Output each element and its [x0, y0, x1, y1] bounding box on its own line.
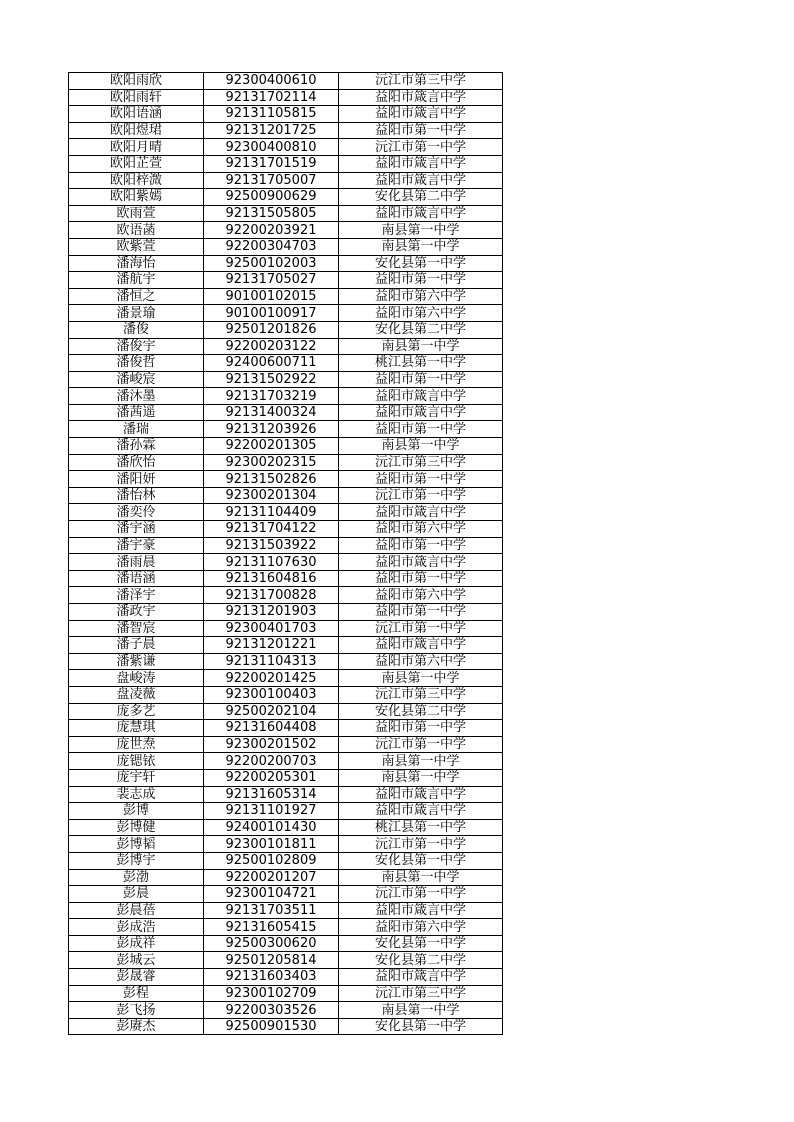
school-name-cell: 益阳市第一中学	[339, 122, 503, 139]
school-name-cell: 南县第一中学	[339, 238, 503, 255]
school-name-cell: 益阳市第一中学	[339, 272, 503, 289]
table-row	[69, 886, 503, 903]
school-name-cell: 沅江市第三中学	[339, 985, 503, 1002]
student-name-cell: 潘宇豪	[69, 537, 204, 554]
school-name-cell: 沅江市第一中学	[339, 886, 503, 903]
student-name-cell: 欧阳煜珺	[69, 122, 204, 139]
student-name-cell: 潘子晨	[69, 637, 204, 654]
student-roster-table	[68, 72, 503, 1035]
student-name-cell: 潘紫谦	[69, 653, 204, 670]
student-id-cell: 92131703511	[204, 902, 339, 919]
student-id-cell: 92131505805	[204, 205, 339, 222]
table-row	[69, 670, 503, 687]
student-name-cell: 潘沐墨	[69, 388, 204, 405]
student-name-cell: 潘欣怡	[69, 454, 204, 471]
student-name-cell: 彭博韬	[69, 836, 204, 853]
student-name-cell: 盘凌薇	[69, 686, 204, 703]
table-row	[69, 686, 503, 703]
table-row	[69, 819, 503, 836]
student-name-cell: 欧阳语涵	[69, 106, 204, 123]
student-id-cell: 92131502922	[204, 371, 339, 388]
table-row	[69, 438, 503, 455]
student-id-cell: 92400600711	[204, 355, 339, 372]
table-row	[69, 852, 503, 869]
school-name-cell: 南县第一中学	[339, 338, 503, 355]
student-id-cell: 92300102709	[204, 985, 339, 1002]
student-name-cell: 潘孙霖	[69, 438, 204, 455]
student-name-cell: 潘雨晨	[69, 554, 204, 571]
table-row	[69, 504, 503, 521]
table-row	[69, 205, 503, 222]
table-row	[69, 106, 503, 123]
student-id-cell: 92200201425	[204, 670, 339, 687]
school-name-cell: 安化县第一中学	[339, 935, 503, 952]
table-row	[69, 404, 503, 421]
school-name-cell: 沅江市第一中学	[339, 620, 503, 637]
student-name-cell: 潘怡林	[69, 487, 204, 504]
table-row	[69, 454, 503, 471]
student-id-cell: 92500300620	[204, 935, 339, 952]
school-name-cell: 南县第一中学	[339, 753, 503, 770]
student-name-cell: 潘茜遥	[69, 404, 204, 421]
student-name-cell: 潘俊哲	[69, 355, 204, 372]
student-id-cell: 92200203921	[204, 222, 339, 239]
table-row	[69, 637, 503, 654]
student-name-cell: 潘景瑜	[69, 305, 204, 322]
table-row	[69, 969, 503, 986]
student-id-cell: 90100100917	[204, 305, 339, 322]
school-name-cell: 南县第一中学	[339, 1002, 503, 1019]
school-name-cell: 益阳市箴言中学	[339, 803, 503, 820]
school-name-cell: 沅江市第三中学	[339, 686, 503, 703]
school-name-cell: 沅江市第一中学	[339, 736, 503, 753]
school-name-cell: 安化县第二中学	[339, 321, 503, 338]
school-name-cell: 益阳市第一中学	[339, 371, 503, 388]
school-name-cell: 益阳市第一中学	[339, 537, 503, 554]
student-name-cell: 彭博宇	[69, 852, 204, 869]
table-row	[69, 272, 503, 289]
student-id-cell: 92131603403	[204, 969, 339, 986]
school-name-cell: 益阳市箴言中学	[339, 786, 503, 803]
student-name-cell: 欧语菡	[69, 222, 204, 239]
student-id-cell: 92501201826	[204, 321, 339, 338]
school-name-cell: 益阳市第六中学	[339, 521, 503, 538]
table-row	[69, 952, 503, 969]
table-row	[69, 620, 503, 637]
table-row	[69, 902, 503, 919]
school-name-cell: 沅江市第三中学	[339, 73, 503, 90]
student-id-cell: 92131604408	[204, 720, 339, 737]
student-name-cell: 彭晨	[69, 886, 204, 903]
student-name-cell: 彭博	[69, 803, 204, 820]
school-name-cell: 安化县第二中学	[339, 189, 503, 206]
student-name-cell: 庞多艺	[69, 703, 204, 720]
table-row	[69, 338, 503, 355]
table-row	[69, 238, 503, 255]
table-row	[69, 122, 503, 139]
student-id-cell: 92300400810	[204, 139, 339, 156]
student-name-cell: 欧雨萱	[69, 205, 204, 222]
student-id-cell: 92200205301	[204, 769, 339, 786]
student-id-cell: 92131605415	[204, 919, 339, 936]
student-id-cell: 92131605314	[204, 786, 339, 803]
school-name-cell: 益阳市箴言中学	[339, 902, 503, 919]
student-id-cell: 92500102809	[204, 852, 339, 869]
school-name-cell: 安化县第一中学	[339, 852, 503, 869]
student-id-cell: 92200201207	[204, 869, 339, 886]
table-row	[69, 736, 503, 753]
student-name-cell: 潘宇涵	[69, 521, 204, 538]
student-id-cell: 92500901530	[204, 1018, 339, 1035]
school-name-cell: 益阳市箴言中学	[339, 504, 503, 521]
table-row	[69, 139, 503, 156]
table-row	[69, 172, 503, 189]
table-row	[69, 554, 503, 571]
table-row	[69, 786, 503, 803]
table-row	[69, 73, 503, 90]
student-name-cell: 庞锶铱	[69, 753, 204, 770]
student-name-cell: 潘瑞	[69, 421, 204, 438]
table-row	[69, 321, 503, 338]
student-id-cell: 92131201725	[204, 122, 339, 139]
school-name-cell: 益阳市第六中学	[339, 587, 503, 604]
student-name-cell: 欧阳雨欣	[69, 73, 204, 90]
student-id-cell: 92500202104	[204, 703, 339, 720]
student-name-cell: 潘语涵	[69, 570, 204, 587]
table-row	[69, 288, 503, 305]
table-row	[69, 836, 503, 853]
table-row	[69, 255, 503, 272]
table-row	[69, 305, 503, 322]
table-row	[69, 985, 503, 1002]
student-id-cell: 92131201221	[204, 637, 339, 654]
student-id-cell: 92131703219	[204, 388, 339, 405]
student-id-cell: 92200200703	[204, 753, 339, 770]
table-row	[69, 471, 503, 488]
school-name-cell: 益阳市箴言中学	[339, 205, 503, 222]
student-name-cell: 欧阳梓溦	[69, 172, 204, 189]
table-row	[69, 803, 503, 820]
student-name-cell: 欧阳紫嫣	[69, 189, 204, 206]
student-id-cell: 92131400324	[204, 404, 339, 421]
table-row	[69, 1002, 503, 1019]
student-name-cell: 彭程	[69, 985, 204, 1002]
school-name-cell: 益阳市第六中学	[339, 305, 503, 322]
school-name-cell: 益阳市第一中学	[339, 570, 503, 587]
student-name-cell: 彭渤	[69, 869, 204, 886]
student-id-cell: 92200203122	[204, 338, 339, 355]
table-row	[69, 189, 503, 206]
student-name-cell: 欧阳芷萱	[69, 155, 204, 172]
school-name-cell: 沅江市第一中学	[339, 139, 503, 156]
school-name-cell: 南县第一中学	[339, 438, 503, 455]
student-name-cell: 彭飞扬	[69, 1002, 204, 1019]
school-name-cell: 益阳市箴言中学	[339, 637, 503, 654]
student-id-cell: 92131104313	[204, 653, 339, 670]
student-id-cell: 92400101430	[204, 819, 339, 836]
school-name-cell: 益阳市箴言中学	[339, 155, 503, 172]
student-id-cell: 92131700828	[204, 587, 339, 604]
school-name-cell: 益阳市第一中学	[339, 720, 503, 737]
student-name-cell: 彭赓杰	[69, 1018, 204, 1035]
student-name-cell: 彭成浩	[69, 919, 204, 936]
school-name-cell: 南县第一中学	[339, 769, 503, 786]
table-row	[69, 421, 503, 438]
school-name-cell: 桃江县第一中学	[339, 355, 503, 372]
student-id-cell: 92501205814	[204, 952, 339, 969]
school-name-cell: 安化县第二中学	[339, 952, 503, 969]
school-name-cell: 益阳市第六中学	[339, 288, 503, 305]
table-row	[69, 521, 503, 538]
student-name-cell: 欧阳月晴	[69, 139, 204, 156]
school-name-cell: 益阳市箴言中学	[339, 172, 503, 189]
student-id-cell: 90100102015	[204, 288, 339, 305]
school-name-cell: 益阳市第六中学	[339, 919, 503, 936]
student-id-cell: 92131503922	[204, 537, 339, 554]
table-row	[69, 487, 503, 504]
table-row	[69, 89, 503, 106]
student-name-cell: 潘峻宸	[69, 371, 204, 388]
table-row	[69, 935, 503, 952]
student-id-cell: 92131705007	[204, 172, 339, 189]
student-id-cell: 92131203926	[204, 421, 339, 438]
table-row	[69, 155, 503, 172]
student-id-cell: 92300201304	[204, 487, 339, 504]
school-name-cell: 益阳市箴言中学	[339, 404, 503, 421]
student-id-cell: 92300202315	[204, 454, 339, 471]
student-id-cell: 92131104409	[204, 504, 339, 521]
table-row	[69, 1018, 503, 1035]
student-id-cell: 92131702114	[204, 89, 339, 106]
student-name-cell: 庞世焘	[69, 736, 204, 753]
school-name-cell: 沅江市第一中学	[339, 487, 503, 504]
student-id-cell: 92131701519	[204, 155, 339, 172]
table-row	[69, 371, 503, 388]
student-id-cell: 92131107630	[204, 554, 339, 571]
student-name-cell: 庞宇轩	[69, 769, 204, 786]
student-id-cell: 92131604816	[204, 570, 339, 587]
student-name-cell: 潘俊宇	[69, 338, 204, 355]
school-name-cell: 益阳市第一中学	[339, 421, 503, 438]
student-name-cell: 潘奕伶	[69, 504, 204, 521]
student-name-cell: 潘泽宇	[69, 587, 204, 604]
student-name-cell: 彭博健	[69, 819, 204, 836]
school-name-cell: 益阳市箴言中学	[339, 89, 503, 106]
school-name-cell: 益阳市箴言中学	[339, 388, 503, 405]
student-id-cell: 92300201502	[204, 736, 339, 753]
student-id-cell: 92131105815	[204, 106, 339, 123]
school-name-cell: 益阳市第一中学	[339, 604, 503, 621]
student-name-cell: 彭晟睿	[69, 969, 204, 986]
table-row	[69, 570, 503, 587]
student-id-cell: 92131201903	[204, 604, 339, 621]
table-row	[69, 604, 503, 621]
student-id-cell: 92131101927	[204, 803, 339, 820]
table-row	[69, 919, 503, 936]
school-name-cell: 南县第一中学	[339, 869, 503, 886]
student-id-cell: 92300400610	[204, 73, 339, 90]
table-row	[69, 587, 503, 604]
table-row	[69, 388, 503, 405]
school-name-cell: 桃江县第一中学	[339, 819, 503, 836]
school-name-cell: 南县第一中学	[339, 670, 503, 687]
school-name-cell: 益阳市箴言中学	[339, 969, 503, 986]
school-name-cell: 沅江市第一中学	[339, 836, 503, 853]
table-row	[69, 869, 503, 886]
student-name-cell: 潘恒之	[69, 288, 204, 305]
student-name-cell: 潘阳妍	[69, 471, 204, 488]
table-row	[69, 537, 503, 554]
student-id-cell: 92131502826	[204, 471, 339, 488]
student-id-cell: 92500102003	[204, 255, 339, 272]
student-name-cell: 欧阳雨轩	[69, 89, 204, 106]
table-row	[69, 753, 503, 770]
student-id-cell: 92200201305	[204, 438, 339, 455]
school-name-cell: 益阳市箴言中学	[339, 106, 503, 123]
student-name-cell: 庞慧琪	[69, 720, 204, 737]
school-name-cell: 益阳市第六中学	[339, 653, 503, 670]
student-name-cell: 潘海怡	[69, 255, 204, 272]
table-row	[69, 222, 503, 239]
school-name-cell: 安化县第一中学	[339, 255, 503, 272]
student-id-cell: 92300101811	[204, 836, 339, 853]
school-name-cell: 南县第一中学	[339, 222, 503, 239]
school-name-cell: 益阳市第一中学	[339, 471, 503, 488]
student-name-cell: 潘政宇	[69, 604, 204, 621]
student-name-cell: 欧紫萱	[69, 238, 204, 255]
table-row	[69, 769, 503, 786]
student-name-cell: 潘航宇	[69, 272, 204, 289]
roster-body	[69, 73, 503, 1035]
table-row	[69, 653, 503, 670]
student-name-cell: 彭成祥	[69, 935, 204, 952]
school-name-cell: 安化县第一中学	[339, 1018, 503, 1035]
student-id-cell: 92300401703	[204, 620, 339, 637]
student-name-cell: 潘智宸	[69, 620, 204, 637]
student-id-cell: 92300104721	[204, 886, 339, 903]
table-row	[69, 720, 503, 737]
student-name-cell: 潘俊	[69, 321, 204, 338]
student-id-cell: 92131705027	[204, 272, 339, 289]
table-row	[69, 703, 503, 720]
student-id-cell: 92200304703	[204, 238, 339, 255]
student-id-cell: 92131704122	[204, 521, 339, 538]
table-row	[69, 355, 503, 372]
student-name-cell: 盘峻涛	[69, 670, 204, 687]
student-name-cell: 彭城云	[69, 952, 204, 969]
student-id-cell: 92300100403	[204, 686, 339, 703]
school-name-cell: 益阳市箴言中学	[339, 554, 503, 571]
student-name-cell: 彭晨蓓	[69, 902, 204, 919]
student-name-cell: 裴志成	[69, 786, 204, 803]
student-id-cell: 92500900629	[204, 189, 339, 206]
school-name-cell: 安化县第二中学	[339, 703, 503, 720]
school-name-cell: 沅江市第三中学	[339, 454, 503, 471]
student-id-cell: 92200303526	[204, 1002, 339, 1019]
